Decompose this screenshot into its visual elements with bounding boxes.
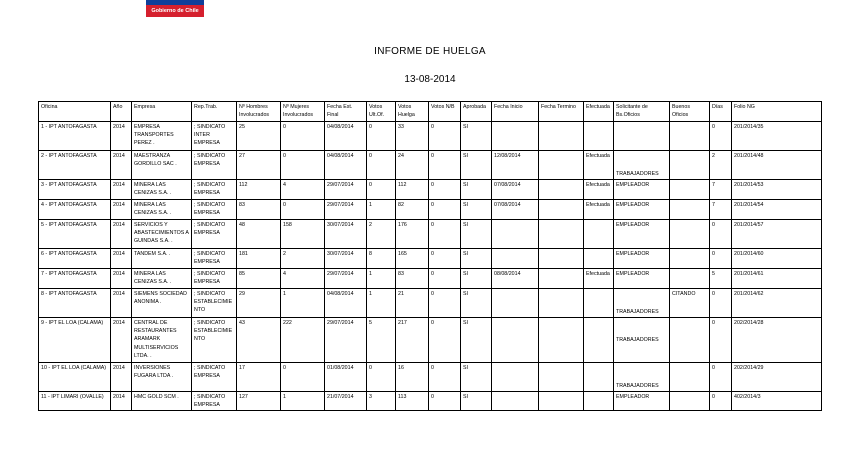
cell-aprobada: SI [461, 318, 492, 363]
cell-folio-ng: 201/2014/48 [732, 151, 822, 180]
cell-fecha-termino [539, 151, 584, 180]
cell-fecha-inicio [492, 363, 539, 392]
cell-solicitante: EMPLEADOR [614, 269, 670, 289]
cell-efectuada: Efectuada [584, 200, 614, 220]
cell-fecha-termino [539, 269, 584, 289]
cell-hombres: 43 [237, 318, 281, 363]
cell-rep-trab: ; SINDICATO ESTABLECIMIENTO [192, 289, 237, 318]
cell-anio: 2014 [111, 180, 132, 200]
cell-fecha-inicio [492, 318, 539, 363]
cell-buenos-oficios [670, 363, 710, 392]
table-row [39, 289, 822, 318]
cell-aprobada: SI [461, 200, 492, 220]
table-row [39, 151, 822, 180]
cell-votos-ult-of: 1 [367, 269, 396, 289]
cell-folio-ng: 201/2014/53 [732, 180, 822, 200]
cell-votos-huelga: 21 [396, 289, 429, 318]
column-header-dias: Días [710, 102, 732, 122]
cell-fecha-est-final: 01/08/2014 [325, 363, 367, 392]
cell-votos-nb: 0 [429, 318, 461, 363]
cell-empresa: SIEMENS SOCIEDAD ANONIMA . [132, 289, 192, 318]
cell-buenos-oficios [670, 269, 710, 289]
cell-empresa: TANDEM S.A. . [132, 249, 192, 269]
cell-rep-trab: ; SINDICATO ESTABLECIMIENTO [192, 318, 237, 363]
cell-oficina: 2 - IPT ANTOFAGASTA [39, 151, 111, 180]
table-row [39, 180, 822, 200]
cell-fecha-termino [539, 220, 584, 249]
cell-buenos-oficios [670, 249, 710, 269]
cell-efectuada [584, 249, 614, 269]
cell-hombres: 25 [237, 122, 281, 151]
cell-votos-ult-of: 1 [367, 200, 396, 220]
cell-aprobada: SI [461, 392, 492, 411]
cell-oficina: 1 - IPT ANTOFAGASTA [39, 122, 111, 151]
cell-oficina: 5 - IPT ANTOFAGASTA [39, 220, 111, 249]
cell-votos-nb: 0 [429, 289, 461, 318]
cell-dias: 0 [710, 249, 732, 269]
cell-dias: 0 [710, 392, 732, 411]
cell-votos-nb: 0 [429, 249, 461, 269]
cell-solicitante: TRABAJADORES [614, 151, 670, 180]
cell-fecha-est-final: 29/07/2014 [325, 200, 367, 220]
cell-anio: 2014 [111, 392, 132, 411]
cell-efectuada [584, 318, 614, 363]
cell-folio-ng: 202/2014/29 [732, 363, 822, 392]
table-header-row [39, 102, 822, 122]
cell-fecha-termino [539, 249, 584, 269]
cell-dias: 5 [710, 269, 732, 289]
cell-fecha-est-final: 29/07/2014 [325, 180, 367, 200]
cell-votos-ult-of: 1 [367, 289, 396, 318]
column-header-efectuada: Efectuada [584, 102, 614, 122]
cell-buenos-oficios [670, 151, 710, 180]
cell-empresa: EMPRESA TRANSPORTES PEREZ . [132, 122, 192, 151]
cell-fecha-est-final: 29/07/2014 [325, 318, 367, 363]
cell-fecha-termino [539, 200, 584, 220]
cell-solicitante [614, 122, 670, 151]
cell-folio-ng: 402/2014/3 [732, 392, 822, 411]
cell-efectuada: Efectuada [584, 269, 614, 289]
cell-fecha-termino [539, 180, 584, 200]
cell-buenos-oficios [670, 392, 710, 411]
cell-efectuada: Efectuada [584, 151, 614, 180]
cell-aprobada: SI [461, 363, 492, 392]
column-header-fecha-termino: Fecha Termino [539, 102, 584, 122]
cell-aprobada: SI [461, 180, 492, 200]
cell-votos-nb: 0 [429, 392, 461, 411]
cell-anio: 2014 [111, 318, 132, 363]
column-header-anio: Año [111, 102, 132, 122]
cell-votos-huelga: 82 [396, 200, 429, 220]
column-header-votos-nb: Votos N/B [429, 102, 461, 122]
cell-fecha-inicio [492, 289, 539, 318]
table-row [39, 392, 822, 411]
cell-mujeres: 158 [281, 220, 325, 249]
cell-buenos-oficios: CITANDO [670, 289, 710, 318]
logo-label: Gobierno de Chile [146, 5, 204, 17]
cell-dias: 7 [710, 200, 732, 220]
cell-mujeres: 1 [281, 392, 325, 411]
cell-votos-huelga: 16 [396, 363, 429, 392]
cell-anio: 2014 [111, 151, 132, 180]
cell-oficina: 4 - IPT ANTOFAGASTA [39, 200, 111, 220]
cell-mujeres: 4 [281, 180, 325, 200]
cell-empresa: MINERA LAS CENIZAS S.A. . [132, 180, 192, 200]
cell-fecha-est-final: 30/07/2014 [325, 249, 367, 269]
cell-empresa: MINERA LAS CENIZAS S.A. . [132, 269, 192, 289]
column-header-rep-trab: Rep.Trab. [192, 102, 237, 122]
cell-votos-huelga: 113 [396, 392, 429, 411]
cell-oficina: 7 - IPT ANTOFAGASTA [39, 269, 111, 289]
cell-votos-ult-of: 5 [367, 318, 396, 363]
cell-hombres: 83 [237, 200, 281, 220]
cell-anio: 2014 [111, 269, 132, 289]
cell-fecha-inicio [492, 249, 539, 269]
cell-folio-ng: 201/2014/60 [732, 249, 822, 269]
cell-empresa: MINERA LAS CENIZAS S.A. . [132, 200, 192, 220]
table-row [39, 249, 822, 269]
cell-anio: 2014 [111, 122, 132, 151]
cell-rep-trab: ; SINDICATO EMPRESA [192, 363, 237, 392]
cell-solicitante: TRABAJADORES [614, 363, 670, 392]
cell-aprobada: SI [461, 220, 492, 249]
cell-mujeres: 4 [281, 269, 325, 289]
cell-solicitante: EMPLEADOR [614, 200, 670, 220]
cell-solicitante: TRABAJADORES [614, 318, 670, 363]
cell-votos-huelga: 24 [396, 151, 429, 180]
cell-rep-trab: ; SINDICATO EMPRESA [192, 180, 237, 200]
cell-fecha-inicio: 07/08/2014 [492, 180, 539, 200]
column-header-fecha-inicio: Fecha Inicio [492, 102, 539, 122]
cell-dias: 2 [710, 151, 732, 180]
cell-votos-ult-of: 0 [367, 180, 396, 200]
cell-fecha-inicio: 07/08/2014 [492, 200, 539, 220]
cell-votos-nb: 0 [429, 269, 461, 289]
cell-folio-ng: 201/2014/35 [732, 122, 822, 151]
cell-votos-huelga: 112 [396, 180, 429, 200]
column-header-mujeres: Nº Mujeres Involucrados [281, 102, 325, 122]
gobierno-de-chile-logo [146, 0, 204, 17]
cell-rep-trab: ; SINDICATO EMPRESA [192, 269, 237, 289]
cell-efectuada [584, 289, 614, 318]
cell-mujeres: 0 [281, 363, 325, 392]
cell-solicitante: EMPLEADOR [614, 392, 670, 411]
cell-rep-trab: ; SINDICATO INTER EMPRESA [192, 122, 237, 151]
cell-anio: 2014 [111, 220, 132, 249]
cell-folio-ng: 201/2014/57 [732, 220, 822, 249]
cell-dias: 0 [710, 220, 732, 249]
cell-empresa: INVERSIONES FUGARA LTDA . [132, 363, 192, 392]
cell-votos-ult-of: 0 [367, 122, 396, 151]
cell-aprobada: SI [461, 269, 492, 289]
cell-votos-nb: 0 [429, 122, 461, 151]
cell-oficina: 6 - IPT ANTOFAGASTA [39, 249, 111, 269]
cell-aprobada: SI [461, 249, 492, 269]
cell-buenos-oficios [670, 318, 710, 363]
cell-dias: 0 [710, 363, 732, 392]
cell-votos-nb: 0 [429, 363, 461, 392]
cell-anio: 2014 [111, 200, 132, 220]
column-header-hombres: Nº Hombres Involucrados [237, 102, 281, 122]
cell-fecha-inicio: 12/08/2014 [492, 151, 539, 180]
cell-dias: 0 [710, 318, 732, 363]
cell-votos-ult-of: 0 [367, 363, 396, 392]
cell-fecha-est-final: 21/07/2014 [325, 392, 367, 411]
column-header-oficina: Oficina [39, 102, 111, 122]
cell-efectuada: Efectuada [584, 180, 614, 200]
column-header-votos-huelga: Votos Huelga [396, 102, 429, 122]
cell-empresa: MAESTRANZA GORDILLO SAC . [132, 151, 192, 180]
cell-votos-huelga: 33 [396, 122, 429, 151]
column-header-votos-ult-of: Votos Ult.Of. [367, 102, 396, 122]
cell-efectuada [584, 392, 614, 411]
cell-rep-trab: ; SINDICATO EMPRESA [192, 249, 237, 269]
cell-fecha-inicio [492, 122, 539, 151]
cell-aprobada: SI [461, 289, 492, 318]
column-header-folio-ng: Folio NG [732, 102, 822, 122]
cell-mujeres: 0 [281, 200, 325, 220]
cell-solicitante: EMPLEADOR [614, 249, 670, 269]
cell-buenos-oficios [670, 200, 710, 220]
cell-anio: 2014 [111, 289, 132, 318]
cell-oficina: 8 - IPT ANTOFAGASTA [39, 289, 111, 318]
cell-votos-nb: 0 [429, 180, 461, 200]
cell-rep-trab: ; SINDICATO EMPRESA [192, 392, 237, 411]
cell-fecha-est-final: 04/08/2014 [325, 122, 367, 151]
cell-anio: 2014 [111, 249, 132, 269]
cell-mujeres: 0 [281, 122, 325, 151]
cell-solicitante: EMPLEADOR [614, 220, 670, 249]
table-row [39, 200, 822, 220]
cell-rep-trab: ; SINDICATO EMPRESA [192, 151, 237, 180]
cell-votos-nb: 0 [429, 220, 461, 249]
cell-empresa: HMC GOLD SCM . [132, 392, 192, 411]
cell-fecha-inicio [492, 220, 539, 249]
cell-buenos-oficios [670, 180, 710, 200]
cell-fecha-inicio: 08/08/2014 [492, 269, 539, 289]
cell-votos-ult-of: 2 [367, 220, 396, 249]
cell-mujeres: 2 [281, 249, 325, 269]
column-header-aprobada: Aprobada [461, 102, 492, 122]
cell-fecha-est-final: 04/08/2014 [325, 151, 367, 180]
report-date: 13-08-2014 [404, 74, 456, 85]
cell-folio-ng: 202/2014/28 [732, 318, 822, 363]
cell-hombres: 48 [237, 220, 281, 249]
cell-hombres: 112 [237, 180, 281, 200]
cell-solicitante: TRABAJADORES [614, 289, 670, 318]
column-header-empresa: Empresa [132, 102, 192, 122]
cell-fecha-inicio [492, 392, 539, 411]
cell-efectuada [584, 363, 614, 392]
cell-votos-nb: 0 [429, 200, 461, 220]
cell-votos-huelga: 217 [396, 318, 429, 363]
cell-fecha-est-final: 04/08/2014 [325, 289, 367, 318]
cell-fecha-termino [539, 363, 584, 392]
cell-aprobada: SI [461, 122, 492, 151]
cell-dias: 0 [710, 122, 732, 151]
cell-efectuada [584, 220, 614, 249]
cell-fecha-termino [539, 122, 584, 151]
cell-aprobada: SI [461, 151, 492, 180]
cell-fecha-est-final: 29/07/2014 [325, 269, 367, 289]
cell-rep-trab: ; SINDICATO EMPRESA [192, 220, 237, 249]
cell-folio-ng: 201/2014/54 [732, 200, 822, 220]
column-header-solicitante: Solicitante de Bs.Oficios [614, 102, 670, 122]
cell-fecha-termino [539, 289, 584, 318]
cell-mujeres: 0 [281, 151, 325, 180]
cell-rep-trab: ; SINDICATO EMPRESA [192, 200, 237, 220]
cell-empresa: CENTRAL DE RESTAURANTES ARAMARK MULTISERVICIOS LTDA. . [132, 318, 192, 363]
table-row [39, 269, 822, 289]
cell-votos-ult-of: 8 [367, 249, 396, 269]
cell-dias: 0 [710, 289, 732, 318]
cell-anio: 2014 [111, 363, 132, 392]
cell-hombres: 29 [237, 289, 281, 318]
cell-votos-nb: 0 [429, 151, 461, 180]
cell-oficina: 9 - IPT EL LOA (CALAMA) [39, 318, 111, 363]
cell-hombres: 127 [237, 392, 281, 411]
report-title: INFORME DE HUELGA [374, 46, 486, 57]
cell-hombres: 17 [237, 363, 281, 392]
cell-fecha-termino [539, 318, 584, 363]
cell-dias: 7 [710, 180, 732, 200]
cell-hombres: 181 [237, 249, 281, 269]
table-row [39, 318, 822, 363]
cell-votos-huelga: 176 [396, 220, 429, 249]
cell-empresa: SERVICIOS Y ABASTECIMIENTOS A GUINDAS S.A. . [132, 220, 192, 249]
cell-solicitante: EMPLEADOR [614, 180, 670, 200]
cell-mujeres: 222 [281, 318, 325, 363]
cell-buenos-oficios [670, 220, 710, 249]
cell-folio-ng: 201/2014/62 [732, 289, 822, 318]
table-row [39, 363, 822, 392]
cell-mujeres: 1 [281, 289, 325, 318]
cell-buenos-oficios [670, 122, 710, 151]
column-header-fecha-est-final: Fecha Est. Final [325, 102, 367, 122]
cell-oficina: 11 - IPT LIMARI (OVALLE) [39, 392, 111, 411]
cell-hombres: 27 [237, 151, 281, 180]
cell-fecha-est-final: 30/07/2014 [325, 220, 367, 249]
cell-votos-ult-of: 3 [367, 392, 396, 411]
cell-votos-ult-of: 0 [367, 151, 396, 180]
cell-efectuada [584, 122, 614, 151]
cell-fecha-termino [539, 392, 584, 411]
column-header-buenos-oficios: Buenos Oficios [670, 102, 710, 122]
cell-votos-huelga: 165 [396, 249, 429, 269]
cell-oficina: 3 - IPT ANTOFAGASTA [39, 180, 111, 200]
cell-hombres: 85 [237, 269, 281, 289]
cell-folio-ng: 201/2014/61 [732, 269, 822, 289]
strike-report-table [38, 101, 822, 411]
cell-votos-huelga: 83 [396, 269, 429, 289]
cell-oficina: 10 - IPT EL LOA (CALAMA) [39, 363, 111, 392]
table-row [39, 220, 822, 249]
table-row [39, 122, 822, 151]
